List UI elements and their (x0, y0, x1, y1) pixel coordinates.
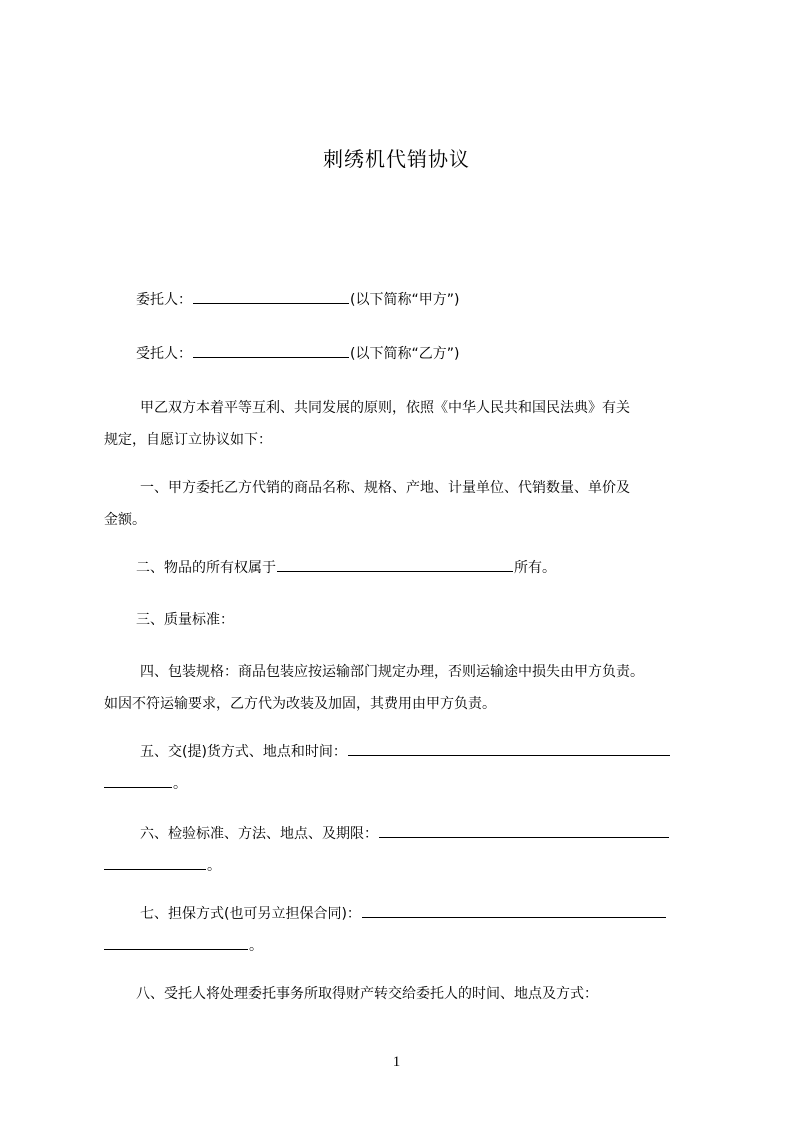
clause-1 (104, 472, 704, 536)
clause-5-suffix: 。 (173, 776, 187, 792)
clause-5-prefix: 五、交(提)货方式、地点和时间： (140, 744, 347, 760)
clause-7-suffix: 。 (249, 938, 263, 954)
inspection-blank (379, 823, 669, 838)
clause-5 (104, 736, 704, 800)
principal-row (136, 284, 736, 316)
inspection-blank-cont (104, 855, 206, 870)
clause-7 (104, 898, 704, 962)
clause-8: 八、受托人将处理委托事务所取得财产转交给委托人的时间、地点及方式： (136, 986, 598, 1002)
clause-1-line: 一、甲方委托乙方代销的商品名称、规格、产地、计量单位、代销数量、单价及 (140, 480, 630, 496)
principal-label: 委托人： (136, 292, 192, 308)
document-title: 刺绣机代销协议 (323, 147, 470, 171)
clause-4-line: 如因不符运输要求，乙方代为改装及加固，其费用由甲方负责。 (104, 696, 496, 712)
clause-4-line: 四、包装规格：商品包装应按运输部门规定办理，否则运输途中损失由甲方负责。 (140, 664, 644, 680)
clause-2 (136, 552, 736, 584)
clause-2-prefix: 二、物品的所有权属于 (136, 560, 276, 576)
delivery-blank (348, 741, 670, 756)
guarantee-blank (362, 903, 666, 918)
clause-6-suffix: 。 (207, 858, 221, 874)
clause-1-line: 金额。 (104, 512, 146, 528)
principal-blank (193, 289, 349, 304)
clause-6 (104, 818, 704, 882)
clause-3: 三、质量标准： (136, 612, 234, 628)
clause-4 (104, 656, 704, 720)
agent-suffix: (以下简称“乙方”) (350, 346, 460, 362)
agent-blank (193, 343, 349, 358)
clause-2-suffix: 所有。 (514, 560, 556, 576)
intro-paragraph (104, 392, 704, 456)
delivery-blank-cont (104, 773, 172, 788)
clause-7-prefix: 七、担保方式(也可另立担保合同)： (140, 906, 361, 922)
intro-line: 甲乙双方本着平等互利、共同发展的原则，依照《中华人民共和国民法典》有关 (140, 400, 630, 416)
principal-suffix: (以下简称“甲方”) (350, 292, 460, 308)
agent-row (136, 338, 736, 370)
clause-6-prefix: 六、检验标准、方法、地点、及期限： (140, 826, 378, 842)
guarantee-blank-cont (104, 935, 248, 950)
owner-blank (277, 557, 513, 572)
intro-line: 规定，自愿订立协议如下： (104, 432, 272, 448)
agent-label: 受托人： (136, 346, 192, 362)
page-number: 1 (392, 1054, 401, 1070)
